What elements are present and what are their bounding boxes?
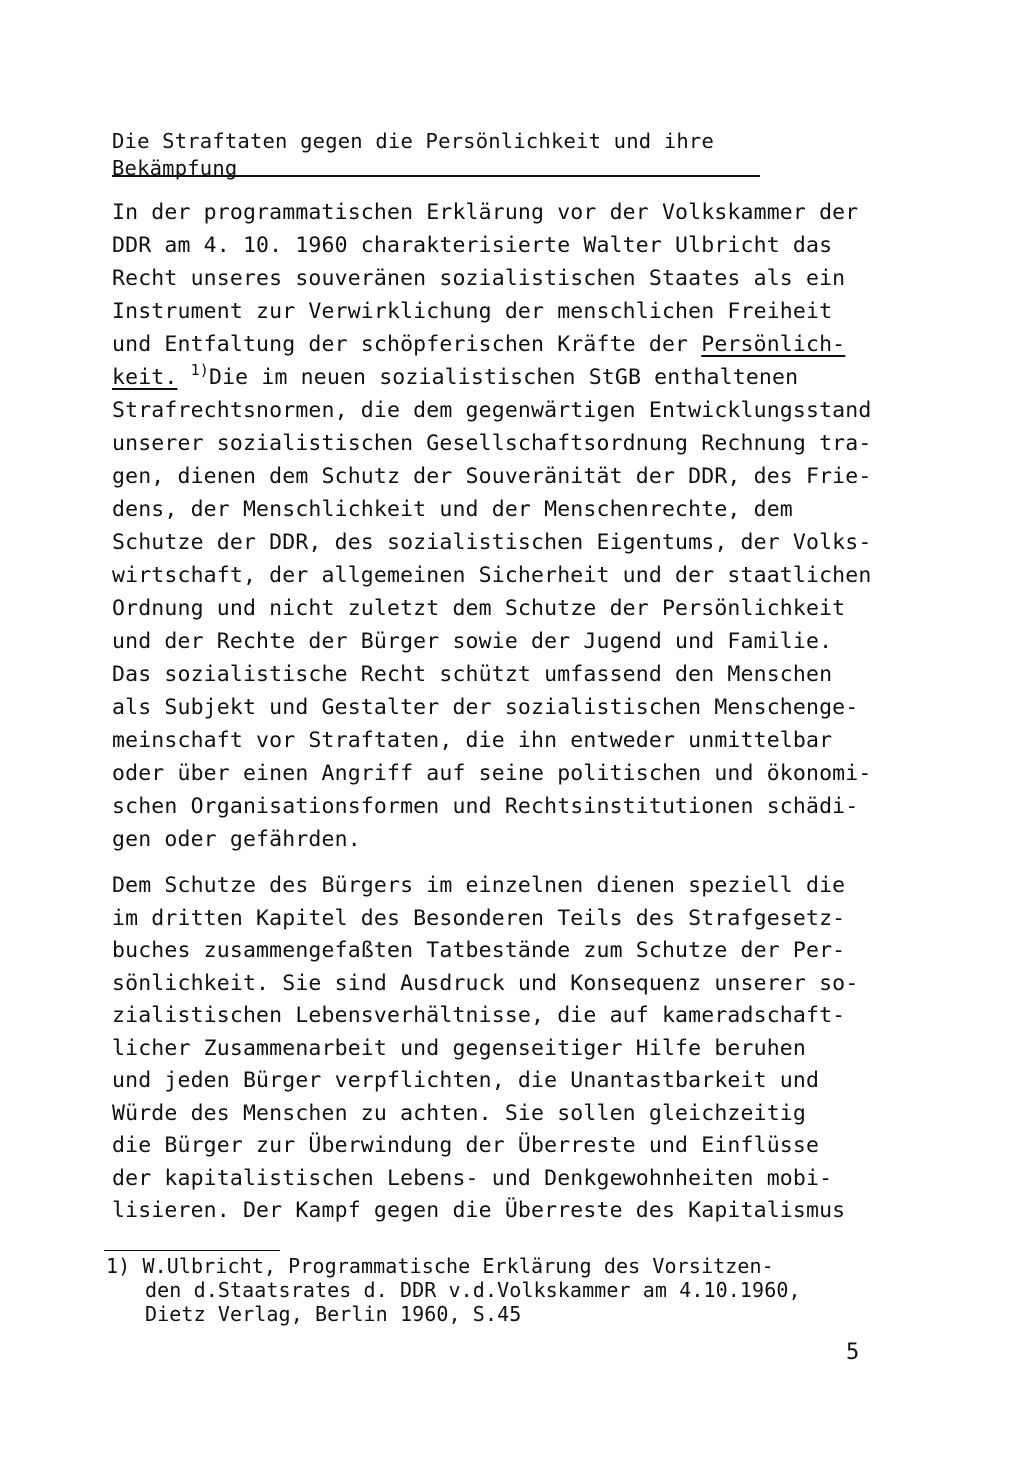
page-number: 5 [846, 1340, 860, 1365]
text-line: als Subjekt und Gestalter der sozialistischen Menschenge- [112, 695, 859, 720]
text-line: und der Rechte der Bürger sowie der Jugend und Familie. [112, 629, 833, 654]
text-line: Das sozialistische Recht schützt umfassend den Menschen [112, 662, 833, 687]
text-line: unserer sozialistischen Gesellschaftsordnung Rechnung tra- [112, 431, 872, 456]
text-line: dens, der Menschlichkeit und der Menschenrechte, dem [112, 497, 793, 522]
paragraph-1 [112, 196, 902, 856]
text-line: zialistischen Lebensverhältnisse, die auf kameradschaft- [112, 1003, 846, 1028]
text-line: licher Zusammenarbeit und gegenseitiger Hilfe beruhen [112, 1035, 806, 1061]
paragraph-2 [112, 870, 902, 1228]
text-fragment: Die im neuen sozialistischen StGB enthaltenen [208, 365, 799, 390]
section-heading [112, 128, 762, 182]
text-line: In der programmatischen Erklärung vor der Volkskammer der [112, 200, 859, 225]
footnote-separator [104, 1250, 280, 1251]
text-line: Würde des Menschen zu achten. Sie sollen gleichzeitig [112, 1100, 806, 1126]
text-line: die Bürger zur Überwindung der Überreste und Einflüsse [112, 1133, 820, 1158]
text-line: Schutze der DDR, des sozialistischen Eigentums, der Volks- [112, 530, 872, 555]
text-line: Dem Schutze des Bürgers im einzelnen dienen speziell die [112, 873, 846, 898]
footnote-text: Programmatische Erklärung des Vorsitzen- [276, 1254, 774, 1278]
text-line: DDR am 4. 10. 1960 charakterisierte Walter Ulbricht das [112, 233, 833, 258]
footnote [106, 1254, 906, 1326]
text-line [112, 361, 902, 394]
heading-underline [112, 175, 760, 177]
text-line: sönlichkeit. Sie sind Ausdruck und Konsequenz unserer so- [112, 970, 859, 996]
heading-line-2: Bekämpfung [112, 156, 238, 180]
text-line: meinschaft vor Straftaten, die ihn entweder unmittelbar [112, 728, 833, 753]
text-line: wirtschaft, der allgemeinen Sicherheit und der staatlichen [112, 563, 872, 588]
footnote-line: Dietz Verlag, Berlin 1960, S.45 [145, 1302, 522, 1326]
text-line: oder über einen Angriff auf seine politischen und ökonomi- [112, 761, 872, 786]
heading-line-1: Die Straftaten gegen die Persönlichkeit und ihre [112, 129, 715, 153]
text-line: Ordnung und nicht zuletzt dem Schutze der Persönlichkeit [112, 596, 846, 621]
text-line [112, 328, 902, 361]
footnote-line [106, 1254, 906, 1278]
text-line: buches zusammengefaßten Tatbestände zum Schutze der Per- [112, 938, 846, 963]
footnote-line: den d.Staatsrates d. DDR v.d.Volkskammer am 4.10.1960, [145, 1278, 801, 1302]
text-line: Instrument zur Verwirklichung der menschlichen Freiheit [112, 299, 833, 324]
text-line: gen, dienen dem Schutz der Souveränität der DDR, des Frie- [112, 464, 872, 489]
underlined-word: keit. [112, 365, 178, 390]
text-line: gen oder gefährden. [112, 827, 361, 852]
footnote-marker: 1) [106, 1254, 131, 1278]
text-line: schen Organisationsformen und Rechtsinstitutionen schädi- [112, 794, 859, 819]
text-line: Strafrechtsnormen, die dem gegenwärtigen Entwicklungsstand [112, 398, 872, 423]
text-line: im dritten Kapitel des Besonderen Teils des Strafgesetz- [112, 905, 846, 931]
underlined-word: Persönlich- [701, 332, 846, 357]
footnote-reference: 1) [190, 361, 209, 379]
footnote-author: W.Ulbricht, [142, 1254, 277, 1278]
text-line: lisieren. Der Kampf gegen die Überreste des Kapitalismus [112, 1198, 846, 1223]
text-line: der kapitalistischen Lebens- und Denkgewohnheiten mobi- [112, 1165, 833, 1191]
text-fragment: und Entfaltung der schöpferischen Kräfte der [112, 332, 702, 357]
text-line: Recht unseres souveränen sozialistischen Staates als ein [112, 266, 846, 291]
text-line: und jeden Bürger verpflichten, die Unantastbarkeit und [112, 1068, 820, 1093]
